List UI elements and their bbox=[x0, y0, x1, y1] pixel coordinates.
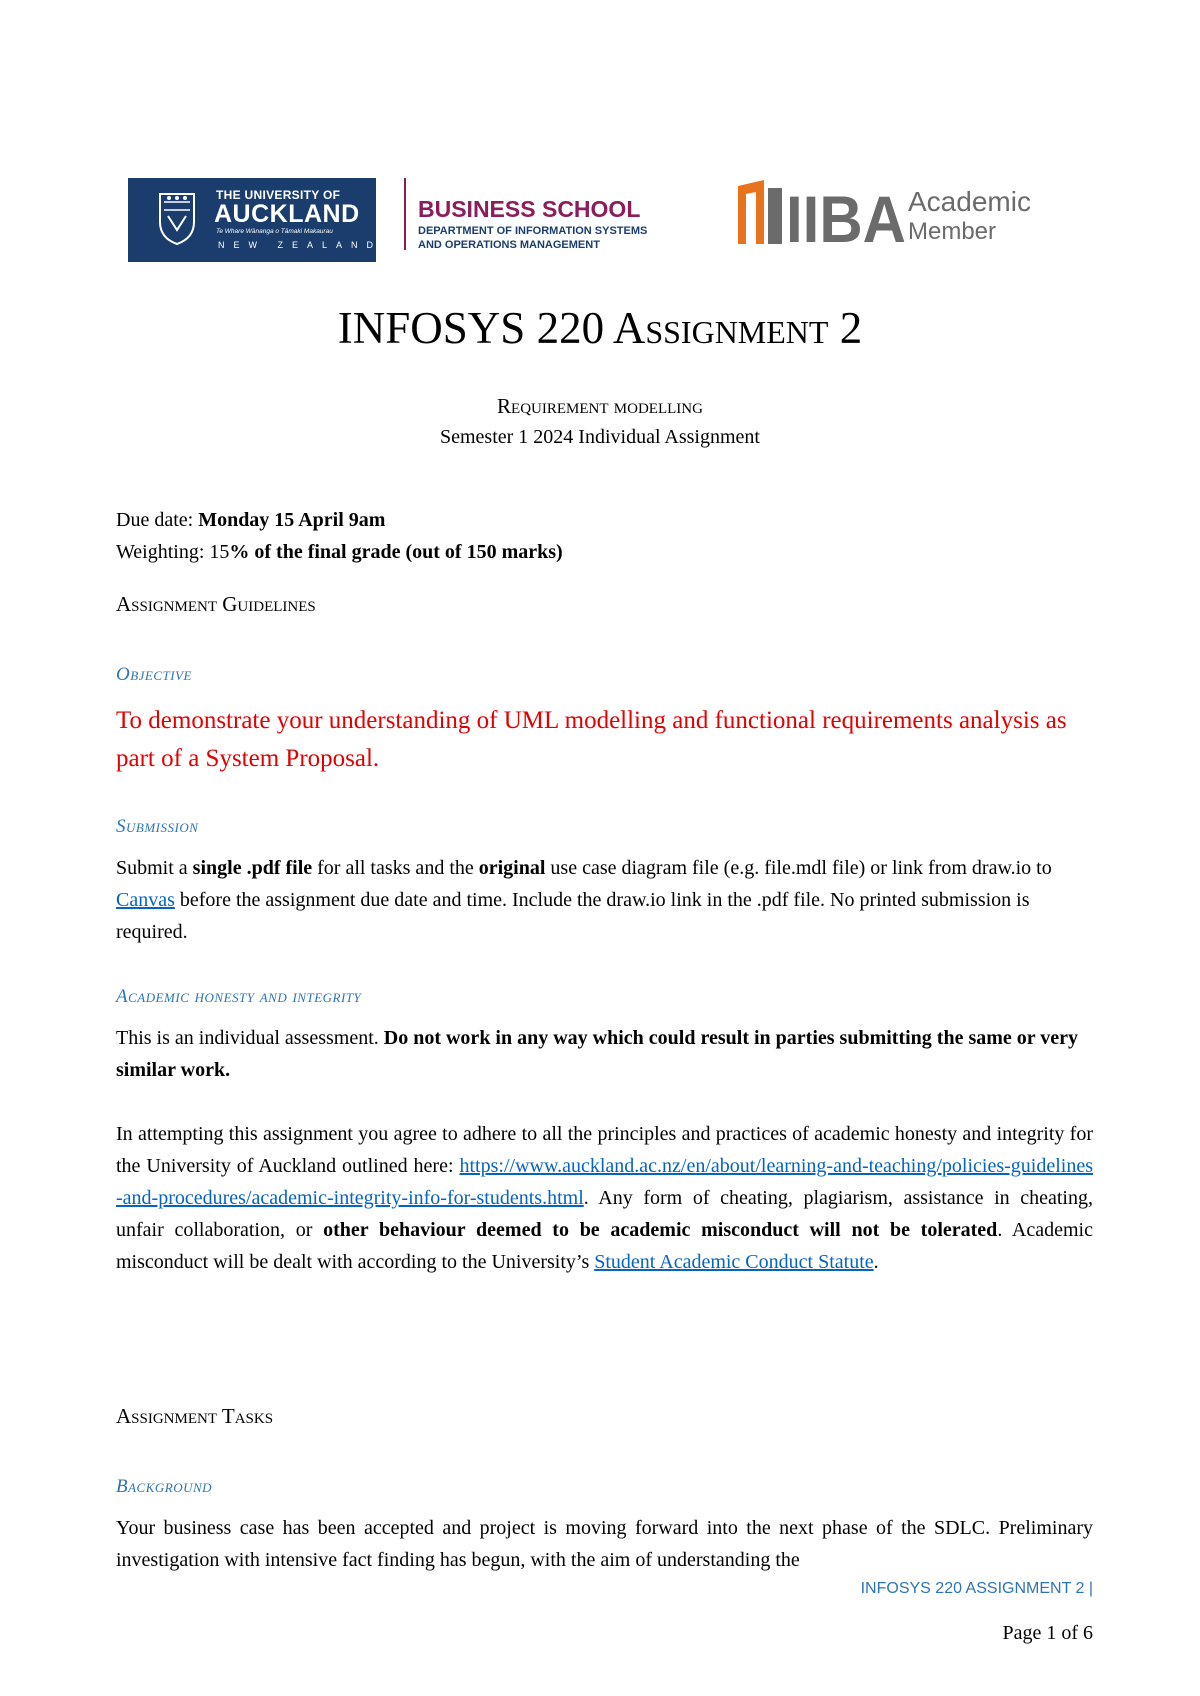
business-school-dept-line: AND OPERATIONS MANAGEMENT bbox=[418, 239, 600, 251]
subsection-heading-background: Background bbox=[116, 1476, 213, 1497]
integrity-text: In attempting this assignment you agree to adhere to all the principles and practices of academic honesty and integrity for the University of Auckland outlined here: bbox=[116, 1123, 1093, 1177]
academic-integrity-url-link[interactable]: https://www.auckland.ac.nz/en/about/learning-and-teaching/policies-guidelines-and-procedures/academic-integrity-info-for-students.html bbox=[116, 1155, 1093, 1209]
student-academic-conduct-statute-link[interactable]: Student Academic Conduct Statute bbox=[594, 1251, 874, 1273]
canvas-link[interactable]: Canvas bbox=[116, 889, 175, 911]
weighting-value: % of the final grade (out of 150 marks) bbox=[229, 541, 563, 563]
submission-text: use case diagram file (e.g. file.mdl file) or link from draw.io to bbox=[545, 857, 1052, 879]
iiba-mark: IIBA bbox=[786, 182, 906, 244]
business-school-title: BUSINESS SCHOOL bbox=[418, 196, 641, 222]
due-date-value: Monday 15 April 9am bbox=[198, 509, 386, 531]
submission-bold: single .pdf file bbox=[192, 857, 313, 879]
submission-bold: original bbox=[478, 857, 546, 879]
integrity-bold: other behaviour deemed to be academic misconduct will not be tolerated bbox=[323, 1219, 998, 1241]
weighting-line bbox=[116, 536, 1093, 568]
uoa-logo-line: THE UNIVERSITY OF bbox=[216, 188, 341, 202]
iiba-member-label: Member bbox=[908, 218, 997, 245]
footer-document-title: INFOSYS 220 ASSIGNMENT 2 | bbox=[860, 1580, 1093, 1597]
subsection-heading-integrity: Academic honesty and integrity bbox=[116, 986, 362, 1007]
university-crest-icon bbox=[158, 190, 196, 246]
integrity-paragraph-2 bbox=[116, 1118, 1093, 1278]
integrity-text: . Any form of cheating, plagiarism, assistance in cheating, unfair collaboration, or bbox=[116, 1187, 1093, 1241]
background-paragraph: Your business case has been accepted and project is moving forward into the next phase of the SDLC. Preliminary investigation with intensive fact finding has begun, with the aim of understanding the bbox=[116, 1517, 1093, 1571]
submission-paragraph bbox=[116, 852, 1093, 948]
due-date-label: Due date: bbox=[116, 509, 199, 531]
due-date-line bbox=[116, 504, 1093, 536]
submission-text: before the assignment due date and time. Include the draw.io link in the .pdf file. No printed submission is required. bbox=[116, 889, 1030, 943]
document-title-text: INFOSYS 220 Assignment 2 bbox=[337, 303, 863, 353]
subsection-heading-submission: Submission bbox=[116, 816, 199, 837]
business-school-dept-line: DEPARTMENT OF INFORMATION SYSTEMS bbox=[418, 225, 648, 237]
semester-line: Semester 1 2024 Individual Assignment bbox=[440, 426, 760, 448]
iiba-academic-label: Academic bbox=[908, 186, 1031, 217]
integrity-text: This is an individual assessment. bbox=[116, 1027, 384, 1049]
integrity-text: . bbox=[873, 1251, 879, 1273]
submission-text: for all tasks and the bbox=[312, 857, 479, 879]
uoa-logo-country: NEW ZEALAND bbox=[218, 240, 383, 250]
integrity-bold: Do not work in any way which could result in parties submitting the same or very similar work. bbox=[116, 1027, 1079, 1081]
uoa-logo-maori-name: Te Whare Wānanga o Tāmaki Makaurau bbox=[216, 228, 333, 235]
subsection-heading-objective: Objective bbox=[116, 664, 192, 685]
document-subtitle: Requirement modelling bbox=[497, 394, 703, 418]
logo-divider bbox=[404, 178, 406, 250]
objective-text: To demonstrate your understanding of UML modelling and functional requirements analysis as part of a System Proposal. bbox=[116, 707, 1067, 772]
page-number: Page 1 of 6 bbox=[1002, 1622, 1093, 1644]
integrity-text: . Academic misconduct will be dealt with according to the University’s bbox=[116, 1219, 1093, 1273]
weighting-label: Weighting: 15 bbox=[116, 541, 230, 563]
section-heading: Assignment Guidelines bbox=[116, 592, 316, 616]
document-title bbox=[0, 302, 1200, 354]
iiba-logo-icon bbox=[738, 180, 908, 244]
integrity-paragraph-1 bbox=[116, 1022, 1093, 1086]
submission-text: Submit a bbox=[116, 857, 193, 879]
section-heading: Assignment Tasks bbox=[116, 1404, 274, 1428]
university-of-auckland-logo bbox=[128, 178, 383, 262]
uoa-logo-name: AUCKLAND bbox=[214, 200, 360, 228]
